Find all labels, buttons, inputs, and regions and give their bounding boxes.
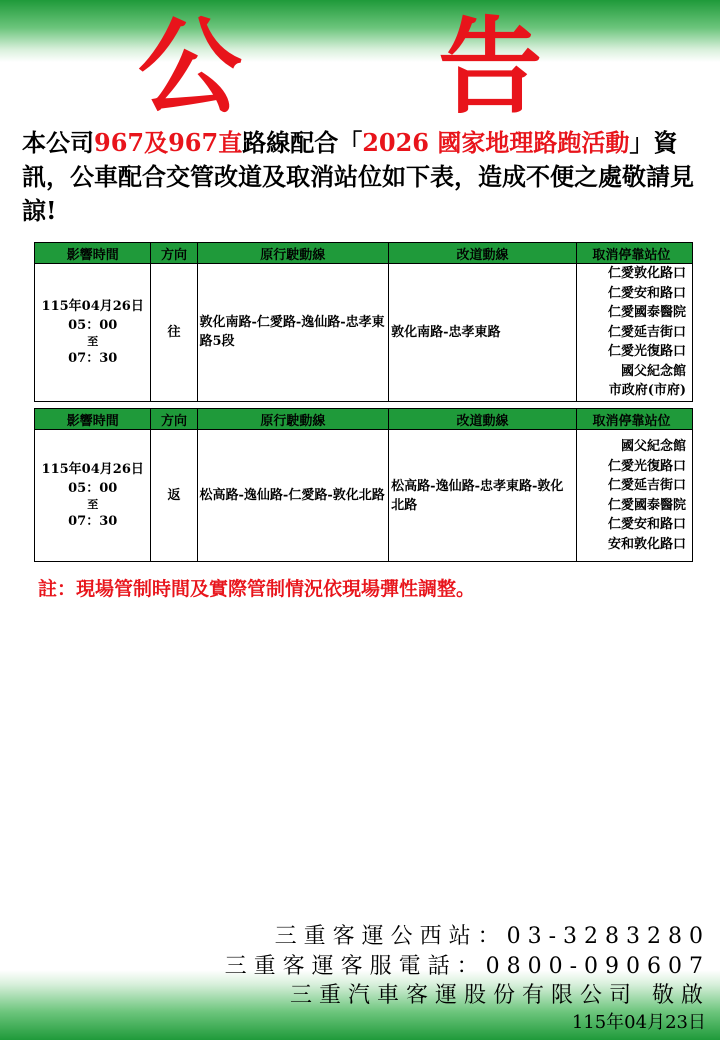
stop-item: 仁愛國泰醫院 [607,497,686,513]
stop-item: 仁愛光復路口 [607,344,686,359]
stop-item: 國父紀念館 [620,439,686,454]
stop-item: 仁愛延吉街口 [607,478,686,493]
time-date: 115年04月26日 [41,298,144,314]
detour-route-cell: 敦化南路-忠孝東路 [389,264,577,402]
stop-item: 國父紀念館 [620,363,686,379]
time-date: 115年04月26日 [41,462,144,477]
route-table-outbound [34,242,693,402]
intro-text-3: 」資訊，公車配合交管改道及取消站位如下表，造成不便之處敬請見諒! [22,128,694,225]
stop-item: 仁愛延吉街口 [607,324,686,340]
table-header-row [35,409,693,430]
stop-item: 仁愛敦化路口 [607,266,686,281]
route-table-return [34,408,693,562]
intro-paragraph [22,126,702,228]
time-end: 07：30 [68,350,118,366]
intro-event-name: 2026 國家地理路跑活動 [362,128,630,157]
footer-station-phone: 三重客運公西站：03-3283280 [274,924,710,949]
stop-item: 仁愛國泰醫院 [607,305,686,320]
header-detour-route: 改道動線 [389,243,577,264]
time-cell [35,264,151,402]
time-end: 07：30 [68,514,118,529]
table-row [35,264,693,402]
header-time: 影響時間 [35,409,151,430]
table-header-row [35,243,693,264]
original-route-cell: 松高路-逸仙路-仁愛路-敦化北路 [197,430,389,562]
stop-item: 仁愛安和路口 [607,285,686,301]
time-start: 05：00 [68,317,118,333]
intro-text-1: 本公司 [22,128,94,157]
header-original-route: 原行駛動線 [197,409,389,430]
intro-route-numbers: 967及967直 [94,128,243,157]
header-original-route: 原行駛動線 [197,243,389,264]
intro-text-2: 路線配合「 [242,128,363,157]
stop-item: 安和敦化路口 [607,536,686,552]
cancelled-stops-cell [576,430,692,562]
header-time: 影響時間 [35,243,151,264]
time-to: 至 [87,334,99,348]
direction-cell: 返 [151,430,197,562]
stop-item: 市政府(市府) [608,383,686,398]
cancelled-stops-cell [576,264,692,402]
footer-service-phone: 三重客運客服電話：0800-090607 [224,954,710,979]
header-detour-route: 改道動線 [389,409,577,430]
notice-title: 公 告 [137,6,623,128]
header-cancelled-stops: 取消停靠站位 [576,409,692,430]
stop-item: 仁愛光復路口 [607,458,686,474]
footer-company: 三重汽車客運股份有限公司 敬啟 [290,983,710,1008]
detour-route-cell: 松高路-逸仙路-忠孝東路-敦化北路 [389,430,577,562]
stop-item: 仁愛安和路口 [607,517,686,532]
time-cell [35,430,151,562]
direction-cell: 往 [151,264,197,402]
header-cancelled-stops: 取消停靠站位 [576,243,692,264]
original-route-cell: 敦化南路-仁愛路-逸仙路-忠孝東路5段 [197,264,389,402]
table-row [35,430,693,562]
header-direction: 方向 [151,243,197,264]
footnote: 註：現場管制時間及實際管制情況依現場彈性調整。 [38,578,476,600]
time-start: 05：00 [68,481,118,496]
header-direction: 方向 [151,409,197,430]
time-to: 至 [87,498,99,511]
footer-date: 115年04月23日 [571,1012,706,1033]
